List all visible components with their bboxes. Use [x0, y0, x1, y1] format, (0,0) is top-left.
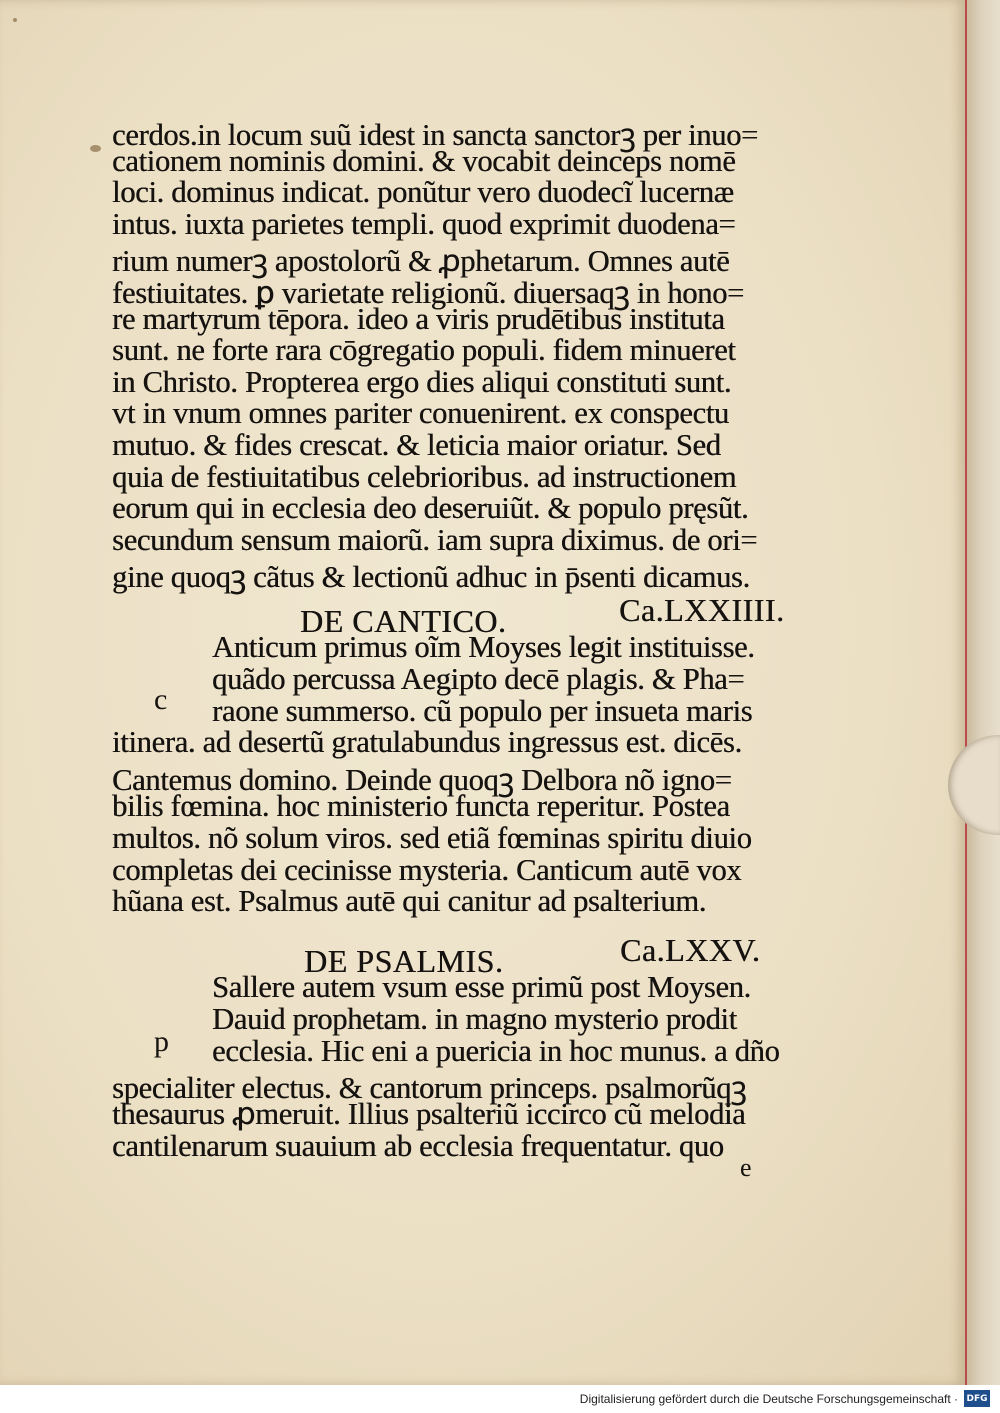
- chapter-number-psalmis: [620, 932, 760, 969]
- text-line: Anticum primus oĩm Moyses legit instituisse.: [212, 630, 755, 664]
- chapter-number-cantico: [619, 592, 784, 629]
- text-line: gine quoqꝫ cãtus & lectionũ adhuc in p̄senti dicamus.: [112, 560, 750, 595]
- text-line: itinera. ad desertũ gratulabundus ingressus est. dicēs.: [112, 725, 742, 760]
- text-line: multos. nõ solum viros. sed etiã fœminas spiritu diuio: [112, 820, 752, 855]
- text-line: secundum sensum maiorũ. iam supra diximus. de ori=: [112, 522, 758, 557]
- text-line: festiuitates. ꝑ varietate religionũ. diuersaqꝫ in hono=: [112, 276, 744, 310]
- text-line: Dauid prophetam. in magno mysterio prodit: [212, 1001, 737, 1036]
- dfg-logo-icon: DFG: [964, 1390, 990, 1407]
- text-line: raone summerso. cũ populo per insueta maris: [212, 693, 753, 728]
- text-line: ecclesia. Hic eni a puericia in hoc munus. a dño: [212, 1033, 780, 1068]
- text-line: loci. dominus indicat. ponũtur vero duodecĩ lucernæ: [112, 175, 734, 210]
- heading-title: DE CANTICO.: [300, 603, 507, 639]
- text-line: Sallere autem vsum esse primũ post Moysen.: [212, 970, 751, 1004]
- guide-letter-c: c: [154, 683, 168, 716]
- text-line: completas dei cecinisse mysteria. Canticum autē vox: [112, 852, 742, 887]
- catchword: e: [740, 1153, 752, 1182]
- footer-bar: [0, 1385, 1000, 1413]
- text-line: cerdos.in locum suũ idest in sancta sanctorꝫ per inuo=: [112, 118, 758, 152]
- funding-credit: Digitalisierung gefördert durch die Deutsche Forschungsgemeinschaft ·: [579, 1392, 958, 1406]
- text-line: quãdo percussa Aegipto decē plagis. & Pha=: [212, 661, 745, 696]
- text-line: intus. iuxta parietes templi. quod exprimit duodena=: [112, 206, 736, 241]
- guide-letter-p: p: [154, 1025, 169, 1058]
- text-line: vt in vnum omnes pariter conuenirent. ex conspectu: [112, 396, 729, 431]
- ink-dot: [13, 18, 17, 22]
- text-line: hũana est. Psalmus autē qui canitur ad psalterium.: [112, 884, 707, 919]
- chapter-number: Ca.LXXV.: [620, 932, 761, 968]
- ink-blot: [90, 145, 101, 152]
- page-edge: [965, 0, 1000, 1385]
- text-line: mutuo. & fides crescat. & leticia maior oriatur. Sed: [112, 428, 721, 462]
- text-line: sunt. ne forte rara cōgregatio populi. fidem minueret: [112, 333, 736, 368]
- text-line: Cantemus domino. Deinde quoqꝫ Delbora nõ igno=: [112, 763, 732, 798]
- chapter-number: Ca.LXXIIII.: [619, 592, 785, 628]
- heading-title: DE PSALMIS.: [304, 943, 504, 979]
- text-line: re martyrum tēpora. ideo a viris prudētibus instituta: [112, 301, 725, 336]
- text-line: bilis fœmina. hoc ministerio functa reperitur. Postea: [112, 789, 730, 823]
- text-line: specialiter electus. & cantorum princeps. psalmorũqꝫ: [112, 1071, 747, 1106]
- text-line: in Christo. Propterea ergo dies aliqui constituti sunt.: [112, 364, 732, 399]
- text-line: cationem nominis domini. & vocabit deinceps nomē: [112, 143, 736, 178]
- text-line: rium numerꝫ apostolorũ & ꝓphetarum. Omnes autē: [112, 244, 730, 279]
- text-line: quia de festiuitatibus celebrioribus. ad instructionem: [112, 459, 737, 494]
- text-line: cantilenarum suauium ab ecclesia frequentatur. quo: [112, 1129, 724, 1163]
- text-line: thesaurus ꝓmeruit. Illius psalteriũ iccirco cũ melodia: [112, 1097, 746, 1132]
- text-line: eorum qui in ecclesia deo deseruiũt. & populo pręsũt.: [112, 491, 749, 526]
